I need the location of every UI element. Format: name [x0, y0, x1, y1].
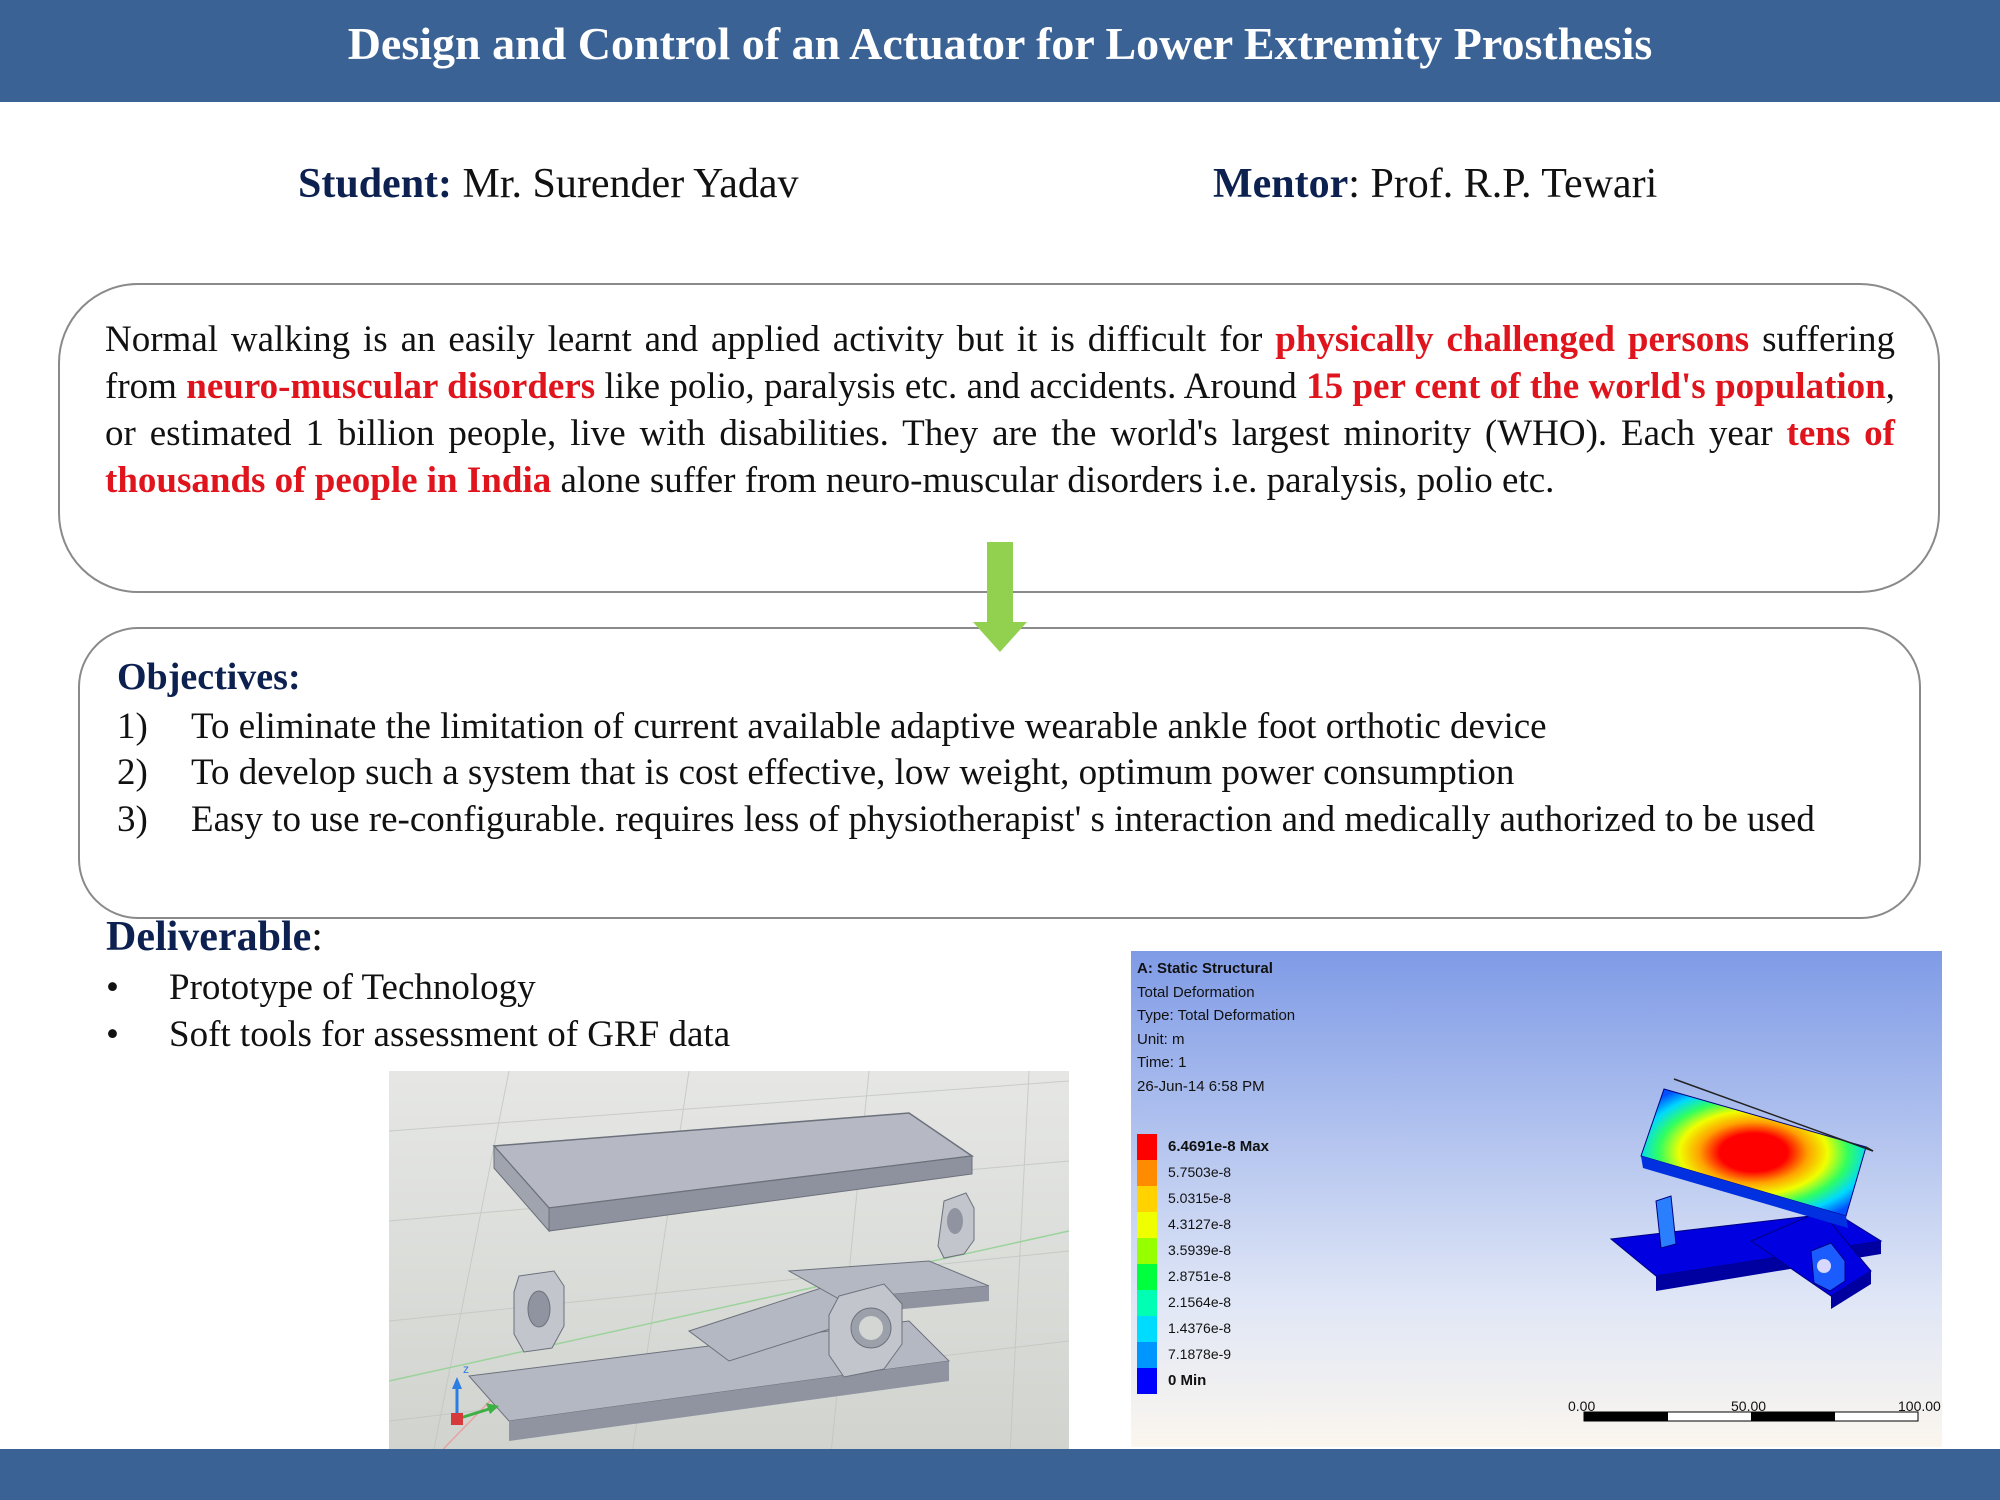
intro-text-5: alone suffer from neuro-muscular disorders i.e. paralysis, polio etc. — [551, 460, 1555, 501]
deliverable-title — [106, 913, 323, 961]
objective-number: 3) — [117, 799, 148, 840]
legend-label: 7.1878e-9 — [1168, 1346, 1232, 1362]
deliverable-colon: : — [311, 914, 323, 960]
fea-info-line: Total Deformation — [1137, 983, 1255, 1001]
objective-item — [117, 750, 1882, 796]
intro-highlight-4: tens of thousands of people in India — [105, 413, 1895, 501]
fea-info-line: 26-Jun-14 6:58 PM — [1137, 1077, 1265, 1095]
deliverable-text: Soft tools for assessment of GRF data — [169, 1014, 731, 1055]
bullet: • — [106, 1014, 119, 1055]
intro-highlight-1: physically challenged persons — [1275, 319, 1750, 360]
legend-swatch — [1137, 1290, 1157, 1316]
objective-number: 2) — [117, 752, 148, 793]
legend-label: 2.8751e-8 — [1168, 1268, 1232, 1284]
fea-header: A: Static Structural — [1137, 960, 1273, 977]
poster-title: Design and Control of an Actuator for Lower Extremity Prosthesis — [347, 18, 1653, 69]
scale-label-zero: 0.00 — [1568, 1398, 1596, 1414]
student-byline — [298, 160, 799, 208]
svg-text:z: z — [463, 1362, 469, 1376]
intro-paragraph — [105, 316, 1895, 504]
legend-label: 0 Min — [1168, 1372, 1207, 1389]
mentor-label: Mentor — [1213, 161, 1349, 207]
title-banner — [0, 0, 2000, 102]
legend-swatch — [1137, 1212, 1157, 1238]
legend-swatch — [1137, 1342, 1157, 1368]
objective-item — [117, 797, 1882, 843]
objective-text: Easy to use re-configurable. requires less of physiotherapist' s interaction and medically authorized to be used — [191, 799, 1815, 840]
legend-label: 2.1564e-8 — [1168, 1294, 1232, 1310]
intro-highlight-2: neuro-muscular disorders — [186, 366, 596, 407]
intro-text-3: like polio, paralysis etc. and accidents. Around — [595, 366, 1307, 407]
cad-model-drawing — [389, 1071, 1069, 1474]
scale-label-max: 100.00 — [1898, 1398, 1941, 1414]
objective-text: To eliminate the limitation of current available adaptive wearable ankle foot orthotic device — [191, 706, 1547, 747]
fea-info-line: Time: 1 — [1137, 1054, 1187, 1071]
legend-swatch — [1137, 1316, 1157, 1342]
fea-info-line: Unit: m — [1137, 1030, 1185, 1048]
fea-info-line: Type: Total Deformation — [1137, 1007, 1296, 1024]
legend-swatch — [1137, 1238, 1157, 1264]
legend-label: 1.4376e-8 — [1168, 1320, 1232, 1336]
legend-label: 3.5939e-8 — [1168, 1242, 1232, 1258]
legend-label: 5.7503e-8 — [1168, 1164, 1232, 1180]
deliverable-item — [106, 1013, 730, 1056]
legend-swatch — [1137, 1368, 1157, 1394]
deliverable-item — [106, 966, 536, 1009]
legend-label: 5.0315e-8 — [1168, 1190, 1232, 1206]
cad-model-image — [389, 1071, 1069, 1474]
intro-text-2: suffering from — [105, 319, 1895, 407]
intro-highlight-3: 15 per cent of the world's population — [1306, 366, 1886, 407]
legend-label: 6.4691e-8 Max — [1168, 1138, 1269, 1155]
legend-swatch — [1137, 1134, 1157, 1160]
footer-bar — [0, 1449, 2000, 1500]
intro-text-4: , or estimated 1 billion people, live with disabilities. They are the world's largest minority (WHO). Each year — [105, 366, 1896, 454]
fea-result-image — [1131, 951, 1942, 1447]
fea-info-block — [1137, 957, 1295, 1098]
legend-swatch — [1137, 1186, 1157, 1212]
deliverable-text: Prototype of Technology — [169, 967, 536, 1008]
objective-text: To develop such a system that is cost effective, low weight, optimum power consumption — [191, 752, 1515, 793]
legend-swatch — [1137, 1160, 1157, 1186]
down-arrow-icon — [970, 542, 1030, 654]
deliverable-label: Deliverable — [106, 914, 312, 960]
mentor-name: : Prof. R.P. Tewari — [1348, 161, 1658, 207]
objectives-title: Objectives: — [117, 656, 301, 698]
bullet: • — [106, 967, 119, 1008]
student-name: Mr. Surender Yadav — [452, 161, 799, 207]
objective-item — [117, 704, 1882, 750]
student-label: Student: — [298, 161, 453, 207]
scale-label-mid: 50.00 — [1731, 1398, 1767, 1414]
mentor-byline — [1213, 160, 1657, 208]
legend-swatch — [1137, 1264, 1157, 1290]
objective-number: 1) — [117, 706, 148, 747]
intro-text-1: Normal walking is an easily learnt and applied activity but it is difficult for — [105, 319, 1276, 360]
legend-label: 4.3127e-8 — [1168, 1216, 1232, 1232]
